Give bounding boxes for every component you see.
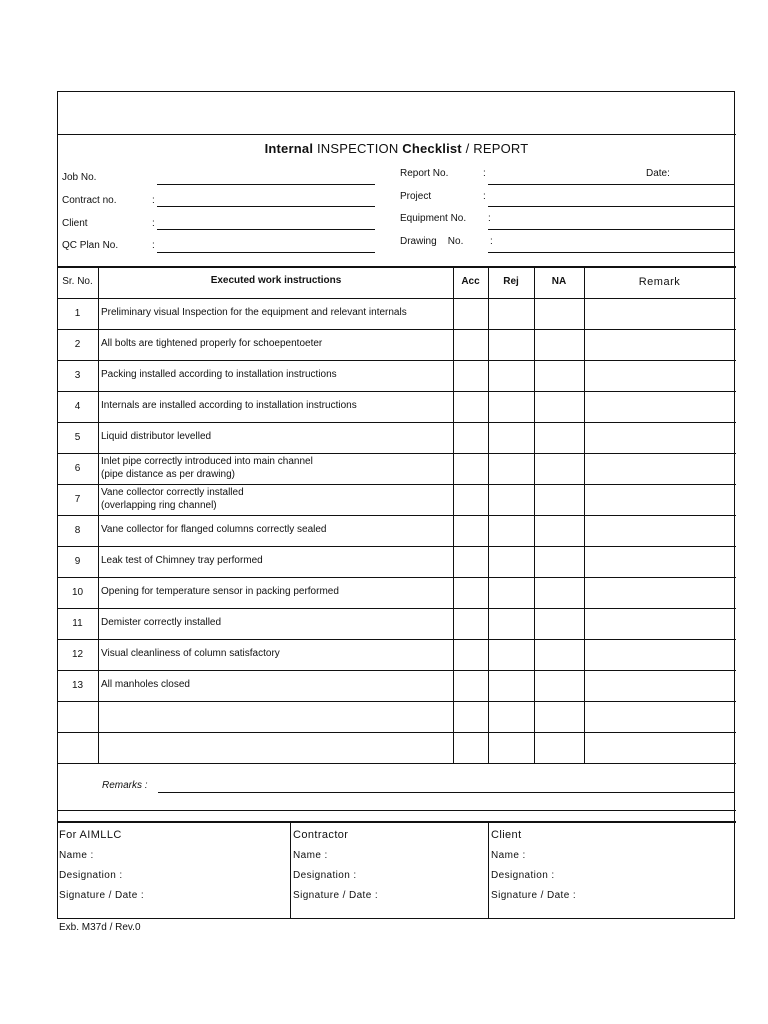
remark-cell[interactable]	[585, 640, 735, 670]
rej-checkbox-cell[interactable]	[489, 671, 534, 701]
acc-checkbox-cell[interactable]	[454, 454, 488, 484]
signoff-aimllc-party: For AIMLLC	[59, 829, 122, 841]
na-checkbox-cell[interactable]	[535, 702, 584, 732]
client-label: Client	[62, 218, 88, 229]
signoff-contractor-party: Contractor	[293, 829, 349, 841]
row-instruction: Demister correctly installed	[101, 617, 222, 628]
col-line-sr	[98, 267, 99, 763]
remark-cell[interactable]	[585, 330, 735, 360]
remark-cell[interactable]	[585, 516, 735, 546]
rej-checkbox-cell[interactable]	[489, 392, 534, 422]
na-checkbox-cell[interactable]	[535, 361, 584, 391]
acc-checkbox-cell[interactable]	[454, 640, 488, 670]
qc-plan-field[interactable]	[157, 252, 375, 253]
acc-checkbox-cell[interactable]	[454, 609, 488, 639]
na-checkbox-cell[interactable]	[535, 578, 584, 608]
row-number: 8	[74, 525, 81, 536]
contract-no-field[interactable]	[157, 206, 375, 207]
footer-revision: Exb. M37d / Rev.0	[59, 922, 141, 933]
client-sep: :	[152, 218, 155, 229]
signoff-aimllc-signature: Signature / Date :	[59, 890, 145, 901]
signoff-contractor-signature: Signature / Date :	[293, 890, 379, 901]
acc-checkbox-cell[interactable]	[454, 702, 488, 732]
col-header-rej: Rej	[503, 276, 519, 287]
remarks-label: Remarks :	[102, 780, 148, 791]
row-instruction-detail: (pipe distance as per drawing)	[101, 469, 235, 480]
row-instruction: Vane collector for flanged columns correctly sealed	[101, 524, 327, 535]
rej-checkbox-cell[interactable]	[489, 702, 534, 732]
signoff-divider-2	[488, 822, 489, 919]
row-number: 12	[71, 649, 84, 660]
qc-plan-sep: :	[152, 240, 155, 251]
signoff-contractor-designation: Designation :	[293, 870, 357, 881]
acc-checkbox-cell[interactable]	[454, 361, 488, 391]
remark-cell[interactable]	[585, 454, 735, 484]
acc-checkbox-cell[interactable]	[454, 733, 488, 763]
acc-checkbox-cell[interactable]	[454, 299, 488, 329]
col-header-remark: Remark	[638, 276, 681, 288]
job-no-field[interactable]	[157, 184, 375, 185]
rej-checkbox-cell[interactable]	[489, 485, 534, 515]
rej-checkbox-cell[interactable]	[489, 423, 534, 453]
title-checklist: Checklist	[402, 141, 462, 156]
row-number: 7	[74, 494, 81, 505]
equipment-no-label: Equipment No.	[400, 213, 467, 224]
equipment-no-sep: :	[488, 213, 491, 224]
na-checkbox-cell[interactable]	[535, 733, 584, 763]
project-sep: :	[483, 191, 486, 202]
remark-cell[interactable]	[585, 671, 735, 701]
rej-checkbox-cell[interactable]	[489, 299, 534, 329]
drawing-no-label: Drawing No.	[400, 236, 464, 247]
remark-cell[interactable]	[585, 733, 735, 763]
na-checkbox-cell[interactable]	[535, 671, 584, 701]
project-label: Project	[400, 191, 432, 202]
na-checkbox-cell[interactable]	[535, 454, 584, 484]
row-number: 3	[74, 370, 81, 381]
form-title	[57, 141, 736, 156]
contract-no-label: Contract no.	[62, 195, 117, 206]
rej-checkbox-cell[interactable]	[489, 330, 534, 360]
row-number: 13	[71, 680, 84, 691]
row-number: 2	[74, 339, 81, 350]
rej-checkbox-cell[interactable]	[489, 640, 534, 670]
signoff-client-name: Name :	[491, 850, 526, 861]
header-table-divider	[57, 266, 736, 268]
row-number: 10	[71, 587, 84, 598]
remark-cell[interactable]	[585, 609, 735, 639]
col-header-work: Executed work instructions	[210, 275, 342, 286]
na-checkbox-cell[interactable]	[535, 485, 584, 515]
signoff-contractor-name: Name :	[293, 850, 328, 861]
rej-checkbox-cell[interactable]	[489, 578, 534, 608]
remarks-field[interactable]	[158, 792, 735, 793]
col-header-acc: Acc	[461, 276, 480, 287]
row-number: 1	[74, 308, 81, 319]
remark-cell[interactable]	[585, 578, 735, 608]
row-number: 6	[74, 463, 81, 474]
row-instruction: Inlet pipe correctly introduced into main channel	[101, 456, 313, 467]
signoff-aimllc-designation: Designation :	[59, 870, 123, 881]
remark-cell[interactable]	[585, 392, 735, 422]
remark-cell[interactable]	[585, 361, 735, 391]
na-checkbox-cell[interactable]	[535, 547, 584, 577]
acc-checkbox-cell[interactable]	[454, 516, 488, 546]
remark-cell[interactable]	[585, 299, 735, 329]
acc-checkbox-cell[interactable]	[454, 485, 488, 515]
acc-checkbox-cell[interactable]	[454, 671, 488, 701]
acc-checkbox-cell[interactable]	[454, 547, 488, 577]
signoff-client-party: Client	[491, 829, 522, 841]
acc-checkbox-cell[interactable]	[454, 578, 488, 608]
row-number: 11	[72, 618, 83, 629]
na-checkbox-cell[interactable]	[535, 330, 584, 360]
contract-no-sep: :	[152, 195, 155, 206]
top-band-divider	[57, 134, 736, 135]
remark-cell[interactable]	[585, 547, 735, 577]
project-field[interactable]	[488, 206, 735, 207]
report-no-label: Report No.	[400, 168, 449, 179]
row-instruction: Preliminary visual Inspection for the equipment and relevant internals	[101, 307, 407, 318]
row-instruction: Vane collector correctly installed	[101, 487, 244, 498]
row-number: 4	[74, 401, 81, 412]
qc-plan-label: QC Plan No.	[62, 240, 119, 251]
remark-cell[interactable]	[585, 423, 735, 453]
row-instruction: Packing installed according to installation instructions	[101, 369, 337, 380]
na-checkbox-cell[interactable]	[535, 392, 584, 422]
acc-checkbox-cell[interactable]	[454, 392, 488, 422]
row-instruction: Liquid distributor levelled	[101, 431, 212, 442]
signoff-divider-1	[290, 822, 291, 919]
rej-checkbox-cell[interactable]	[489, 733, 534, 763]
row-number: 9	[74, 556, 81, 567]
remark-cell[interactable]	[585, 702, 735, 732]
na-checkbox-cell[interactable]	[535, 423, 584, 453]
equipment-no-field[interactable]	[488, 229, 735, 230]
rej-checkbox-cell[interactable]	[489, 454, 534, 484]
drawing-no-field[interactable]	[488, 252, 735, 253]
title-inspection: INSPECTION	[316, 141, 399, 156]
client-field[interactable]	[157, 229, 375, 230]
na-checkbox-cell[interactable]	[535, 516, 584, 546]
drawing-no-sep: :	[490, 236, 493, 247]
rej-checkbox-cell[interactable]	[489, 547, 534, 577]
title-report: / REPORT	[465, 141, 529, 156]
acc-checkbox-cell[interactable]	[454, 330, 488, 360]
job-no-label: Job No.	[62, 172, 97, 183]
rej-checkbox-cell[interactable]	[489, 361, 534, 391]
row-instruction: Opening for temperature sensor in packing performed	[101, 586, 339, 597]
signoff-client-designation: Designation :	[491, 870, 555, 881]
rej-checkbox-cell[interactable]	[489, 609, 534, 639]
title-internal: Internal	[264, 141, 314, 156]
row-instruction: Visual cleanliness of column satisfactory	[101, 648, 280, 659]
row-instruction: Leak test of Chimney tray performed	[101, 555, 263, 566]
remark-cell[interactable]	[585, 485, 735, 515]
row-number: 5	[74, 432, 81, 443]
col-header-na: NA	[551, 276, 567, 287]
row-instruction-detail: (overlapping ring channel)	[101, 500, 217, 511]
report-no-sep: :	[483, 168, 486, 179]
report-no-field[interactable]	[488, 184, 735, 185]
col-header-sr: Sr. No.	[62, 276, 93, 287]
na-checkbox-cell[interactable]	[535, 609, 584, 639]
row-instruction: Internals are installed according to installation instructions	[101, 400, 357, 411]
remarks-bottom-line	[57, 810, 736, 811]
na-checkbox-cell[interactable]	[535, 299, 584, 329]
rej-checkbox-cell[interactable]	[489, 516, 534, 546]
table-row-line	[57, 763, 736, 764]
signoff-aimllc-name: Name :	[59, 850, 94, 861]
signoff-client-signature: Signature / Date :	[491, 890, 577, 901]
acc-checkbox-cell[interactable]	[454, 423, 488, 453]
signoff-top-line	[57, 821, 736, 823]
row-instruction: All manholes closed	[101, 679, 190, 690]
row-instruction: All bolts are tightened properly for schoepentoeter	[101, 338, 323, 349]
na-checkbox-cell[interactable]	[535, 640, 584, 670]
date-label: Date:	[646, 168, 670, 179]
